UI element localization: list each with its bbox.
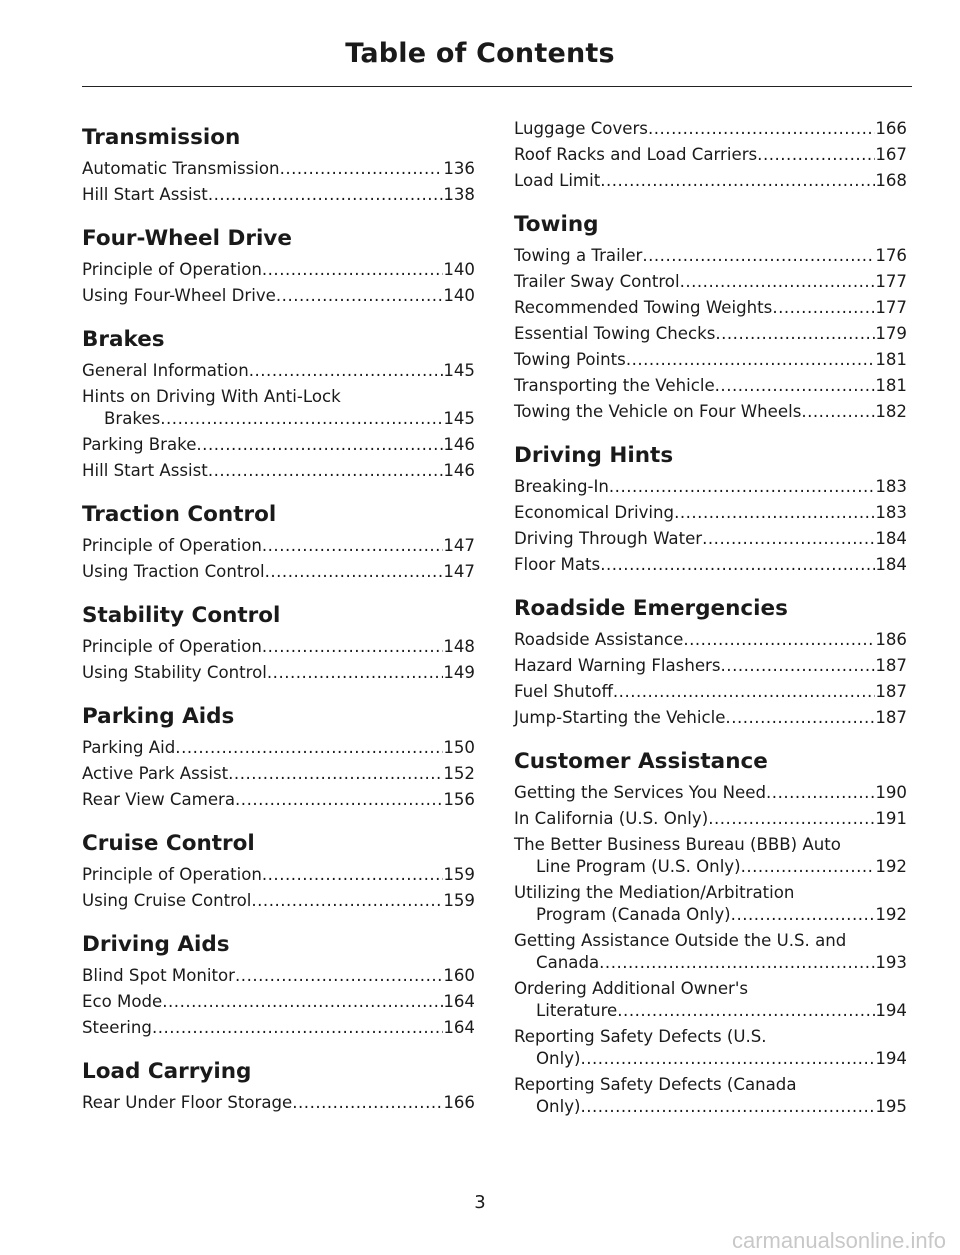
entry-title-continued: Canada xyxy=(536,953,600,972)
entry-page-number: 166 xyxy=(443,1093,475,1112)
entry-title-continued: Line Program (U.S. Only) xyxy=(536,857,741,876)
entry-title: Recommended Towing Weights xyxy=(514,298,773,317)
dot-leader xyxy=(617,1000,875,1022)
dot-leader xyxy=(702,528,875,550)
entry-page-number: 167 xyxy=(875,145,907,164)
entry-title: Blind Spot Monitor xyxy=(82,966,236,985)
toc-entry[interactable] xyxy=(82,737,475,759)
entry-page-number: 164 xyxy=(443,1018,475,1037)
entry-title: Transporting the Vehicle xyxy=(514,376,715,395)
entry-page-number: 187 xyxy=(875,708,907,727)
dot-leader xyxy=(152,1017,443,1039)
toc-section xyxy=(82,495,475,583)
section-heading: Traction Control xyxy=(82,502,277,527)
entry-page-number: 138 xyxy=(443,185,475,204)
entry-title: Parking Aid xyxy=(82,738,176,757)
toc-section xyxy=(82,925,475,1039)
toc-section xyxy=(82,118,475,206)
section-heading: Customer Assistance xyxy=(514,749,768,774)
entry-title: General Information xyxy=(82,361,249,380)
entry-page-number: 177 xyxy=(875,298,907,317)
toc-entry[interactable] xyxy=(514,245,907,267)
toc-entry[interactable] xyxy=(82,991,475,1013)
section-heading: Cruise Control xyxy=(82,831,255,856)
dot-leader xyxy=(766,782,875,804)
entry-title: Using Traction Control xyxy=(82,562,265,581)
entry-title: Fuel Shutoff xyxy=(514,682,613,701)
dot-leader xyxy=(267,662,443,684)
toc-entry[interactable] xyxy=(514,375,907,397)
toc-entry[interactable] xyxy=(514,271,907,293)
toc-section xyxy=(514,205,907,423)
toc-section xyxy=(82,320,475,482)
toc-section xyxy=(514,742,907,1118)
section-heading: Roadside Emergencies xyxy=(514,596,788,621)
toc-entry[interactable] xyxy=(82,1092,475,1114)
dot-leader xyxy=(580,1096,875,1118)
section-heading: Parking Aids xyxy=(82,704,235,729)
toc-section xyxy=(82,1052,475,1114)
toc-entry[interactable] xyxy=(514,323,907,345)
entry-page-number: 181 xyxy=(875,350,907,369)
entry-title: Hill Start Assist xyxy=(82,461,208,480)
dot-leader xyxy=(249,360,444,382)
dot-leader xyxy=(680,271,876,293)
entry-title: Principle of Operation xyxy=(82,536,262,555)
dot-leader xyxy=(235,965,443,987)
toc-entry[interactable] xyxy=(514,882,907,926)
toc-section xyxy=(82,824,475,912)
dot-leader xyxy=(731,904,876,926)
dot-leader xyxy=(772,297,875,319)
dot-leader xyxy=(674,502,875,524)
entry-page-number: 145 xyxy=(443,361,475,380)
entry-page-number: 190 xyxy=(875,783,907,802)
entry-title: Economical Driving xyxy=(514,503,675,522)
entry-title: Towing the Vehicle on Four Wheels xyxy=(514,402,802,421)
entry-page-number: 150 xyxy=(443,738,475,757)
dot-leader xyxy=(235,789,443,811)
toc-entry[interactable] xyxy=(82,662,475,684)
entry-page-number: 183 xyxy=(875,477,907,496)
entry-title: Getting the Services You Need xyxy=(514,783,767,802)
entry-title: In California (U.S. Only) xyxy=(514,809,709,828)
entry-page-number: 187 xyxy=(875,656,907,675)
section-heading: Stability Control xyxy=(82,603,281,628)
entry-title: Essential Towing Checks xyxy=(514,324,716,343)
section-heading: Towing xyxy=(514,212,599,237)
section-heading: Driving Hints xyxy=(514,443,674,468)
dot-leader xyxy=(642,245,875,267)
dot-leader xyxy=(160,408,443,430)
entry-page-number: 160 xyxy=(443,966,475,985)
entry-title: Luggage Covers xyxy=(514,119,648,138)
toc-entry[interactable] xyxy=(82,789,475,811)
toc-entry[interactable] xyxy=(82,561,475,583)
dot-leader xyxy=(175,737,443,759)
toc-entry[interactable] xyxy=(514,476,907,498)
toc-entry[interactable] xyxy=(514,170,907,192)
dot-leader xyxy=(208,184,444,206)
toc-section xyxy=(514,118,907,192)
entry-title: Utilizing the Mediation/Arbitration xyxy=(514,883,795,902)
entry-title: Hints on Driving With Anti-Lock xyxy=(82,387,341,406)
entry-title: Roof Racks and Load Carriers xyxy=(514,145,758,164)
dot-leader xyxy=(757,144,875,166)
toc-entry[interactable] xyxy=(514,707,907,729)
entry-title: The Better Business Bureau (BBB) Auto xyxy=(514,835,841,854)
entry-page-number: 176 xyxy=(875,246,907,265)
toc-section xyxy=(514,436,907,576)
entry-title: Steering xyxy=(82,1018,152,1037)
toc-entry[interactable] xyxy=(514,554,907,576)
entry-page-number: 195 xyxy=(875,1097,907,1116)
section-heading: Transmission xyxy=(82,125,241,150)
entry-page-number: 168 xyxy=(875,171,907,190)
entry-page-number: 181 xyxy=(875,376,907,395)
toc-entry[interactable] xyxy=(514,1026,907,1070)
toc-entry[interactable] xyxy=(514,681,907,703)
entry-title: Getting Assistance Outside the U.S. and xyxy=(514,931,847,950)
section-heading: Load Carrying xyxy=(82,1059,252,1084)
dot-leader xyxy=(741,856,876,878)
entry-page-number: 147 xyxy=(443,562,475,581)
toc-entry[interactable] xyxy=(82,460,475,482)
page-number: 3 xyxy=(474,1192,486,1213)
entry-page-number: 152 xyxy=(443,764,475,783)
entry-page-number: 194 xyxy=(875,1001,907,1020)
entry-page-number: 186 xyxy=(875,630,907,649)
toc-entry[interactable] xyxy=(82,890,475,912)
entry-page-number: 183 xyxy=(875,503,907,522)
dot-leader xyxy=(262,535,443,557)
toc-entry[interactable] xyxy=(514,144,907,166)
dot-leader xyxy=(721,655,876,677)
toc-entry[interactable] xyxy=(82,864,475,886)
entry-page-number: 148 xyxy=(443,637,475,656)
entry-title: Jump-Starting the Vehicle xyxy=(514,708,726,727)
toc-entry[interactable] xyxy=(82,965,475,987)
dot-leader xyxy=(196,434,443,456)
toc-entry[interactable] xyxy=(514,349,907,371)
dot-leader xyxy=(801,401,875,423)
section-heading: Driving Aids xyxy=(82,932,230,957)
toc-entry[interactable] xyxy=(514,834,907,878)
toc-entry[interactable] xyxy=(514,978,907,1022)
dot-leader xyxy=(262,259,443,281)
entry-page-number: 179 xyxy=(875,324,907,343)
toc-section xyxy=(82,697,475,811)
entry-title: Principle of Operation xyxy=(82,865,262,884)
entry-page-number: 149 xyxy=(443,663,475,682)
dot-leader xyxy=(626,349,875,371)
entry-title: Reporting Safety Defects (U.S. xyxy=(514,1027,767,1046)
entry-page-number: 191 xyxy=(875,809,907,828)
dot-leader xyxy=(262,864,443,886)
toc-entry[interactable] xyxy=(82,434,475,456)
entry-page-number: 164 xyxy=(443,992,475,1011)
page-title: Table of Contents xyxy=(345,38,615,69)
entry-title: Principle of Operation xyxy=(82,637,262,656)
entry-title: Rear View Camera xyxy=(82,790,236,809)
toc-left-column xyxy=(82,118,475,1127)
entry-title: Principle of Operation xyxy=(82,260,262,279)
entry-title-continued: Only) xyxy=(536,1097,581,1116)
dot-leader xyxy=(276,285,443,307)
section-heading: Brakes xyxy=(82,327,165,352)
dot-leader xyxy=(715,323,875,345)
toc-section xyxy=(82,596,475,684)
toc-entry[interactable] xyxy=(82,386,475,430)
entry-page-number: 147 xyxy=(443,536,475,555)
entry-title: Floor Mats xyxy=(514,555,601,574)
entry-title: Trailer Sway Control xyxy=(514,272,680,291)
entry-page-number: 182 xyxy=(875,402,907,421)
dot-leader xyxy=(228,763,443,785)
entry-title: Hill Start Assist xyxy=(82,185,208,204)
toc-entry[interactable] xyxy=(82,1017,475,1039)
dot-leader xyxy=(580,1048,875,1070)
entry-title: Breaking-In xyxy=(514,477,609,496)
entry-page-number: 184 xyxy=(875,529,907,548)
entry-page-number: 192 xyxy=(875,857,907,876)
toc-entry[interactable] xyxy=(514,655,907,677)
entry-title: Using Stability Control xyxy=(82,663,267,682)
dot-leader xyxy=(262,636,443,658)
dot-leader xyxy=(613,681,875,703)
entry-title: Towing Points xyxy=(514,350,626,369)
toc-right-column xyxy=(514,118,907,1131)
entry-title: Automatic Transmission xyxy=(82,159,280,178)
entry-title: Roadside Assistance xyxy=(514,630,684,649)
entry-title-continued: Literature xyxy=(536,1001,618,1020)
toc-entry[interactable] xyxy=(514,297,907,319)
entry-title: Rear Under Floor Storage xyxy=(82,1093,293,1112)
toc-entry[interactable] xyxy=(82,259,475,281)
toc-entry[interactable] xyxy=(514,118,907,140)
toc-entry[interactable] xyxy=(514,502,907,524)
dot-leader xyxy=(600,170,875,192)
dot-leader xyxy=(265,561,444,583)
entry-title-continued: Only) xyxy=(536,1049,581,1068)
toc-entry[interactable] xyxy=(514,1074,907,1118)
entry-title: Eco Mode xyxy=(82,992,163,1011)
entry-page-number: 140 xyxy=(443,260,475,279)
dot-leader xyxy=(599,952,875,974)
toc-section xyxy=(82,219,475,307)
entry-page-number: 156 xyxy=(443,790,475,809)
toc-entry[interactable] xyxy=(514,528,907,550)
entry-page-number: 145 xyxy=(443,409,475,428)
toc-entry[interactable] xyxy=(514,808,907,830)
toc-entry[interactable] xyxy=(514,930,907,974)
toc-entry[interactable] xyxy=(514,782,907,804)
entry-title: Reporting Safety Defects (Canada xyxy=(514,1075,797,1094)
toc-entry[interactable] xyxy=(82,636,475,658)
entry-title: Ordering Additional Owner's xyxy=(514,979,749,998)
toc-entry[interactable] xyxy=(82,763,475,785)
entry-page-number: 140 xyxy=(443,286,475,305)
toc-entry[interactable] xyxy=(82,158,475,180)
entry-title-continued: Program (Canada Only) xyxy=(536,905,731,924)
entry-page-number: 136 xyxy=(443,159,475,178)
entry-title: Load Limit xyxy=(514,171,601,190)
dot-leader xyxy=(600,554,875,576)
toc-entry[interactable] xyxy=(82,184,475,206)
dot-leader xyxy=(251,890,443,912)
entry-page-number: 177 xyxy=(875,272,907,291)
entry-page-number: 166 xyxy=(875,119,907,138)
dot-leader xyxy=(292,1092,443,1114)
entry-page-number: 146 xyxy=(443,461,475,480)
entry-page-number: 187 xyxy=(875,682,907,701)
dot-leader xyxy=(708,808,875,830)
dot-leader xyxy=(648,118,875,140)
dot-leader xyxy=(208,460,444,482)
entry-page-number: 146 xyxy=(443,435,475,454)
toc-entry[interactable] xyxy=(82,285,475,307)
entry-page-number: 194 xyxy=(875,1049,907,1068)
entry-title-continued: Brakes xyxy=(104,409,161,428)
toc-entry[interactable] xyxy=(514,629,907,651)
dot-leader xyxy=(725,707,875,729)
entry-title: Using Cruise Control xyxy=(82,891,252,910)
dot-leader xyxy=(162,991,443,1013)
entry-title: Driving Through Water xyxy=(514,529,703,548)
entry-page-number: 159 xyxy=(443,891,475,910)
entry-page-number: 184 xyxy=(875,555,907,574)
dot-leader xyxy=(683,629,875,651)
entry-title: Using Four-Wheel Drive xyxy=(82,286,276,305)
entry-title: Parking Brake xyxy=(82,435,197,454)
section-heading: Four-Wheel Drive xyxy=(82,226,292,251)
entry-page-number: 192 xyxy=(875,905,907,924)
toc-entry[interactable] xyxy=(82,535,475,557)
watermark: carmanualsonline.info xyxy=(731,1228,946,1253)
dot-leader xyxy=(609,476,875,498)
entry-page-number: 159 xyxy=(443,865,475,884)
entry-title: Hazard Warning Flashers xyxy=(514,656,721,675)
entry-page-number: 193 xyxy=(875,953,907,972)
entry-title: Active Park Assist xyxy=(82,764,229,783)
dot-leader xyxy=(280,158,444,180)
toc-section xyxy=(514,589,907,729)
entry-title: Towing a Trailer xyxy=(514,246,643,265)
title-divider xyxy=(82,86,912,87)
toc-entry[interactable] xyxy=(82,360,475,382)
toc-entry[interactable] xyxy=(514,401,907,423)
dot-leader xyxy=(715,375,876,397)
